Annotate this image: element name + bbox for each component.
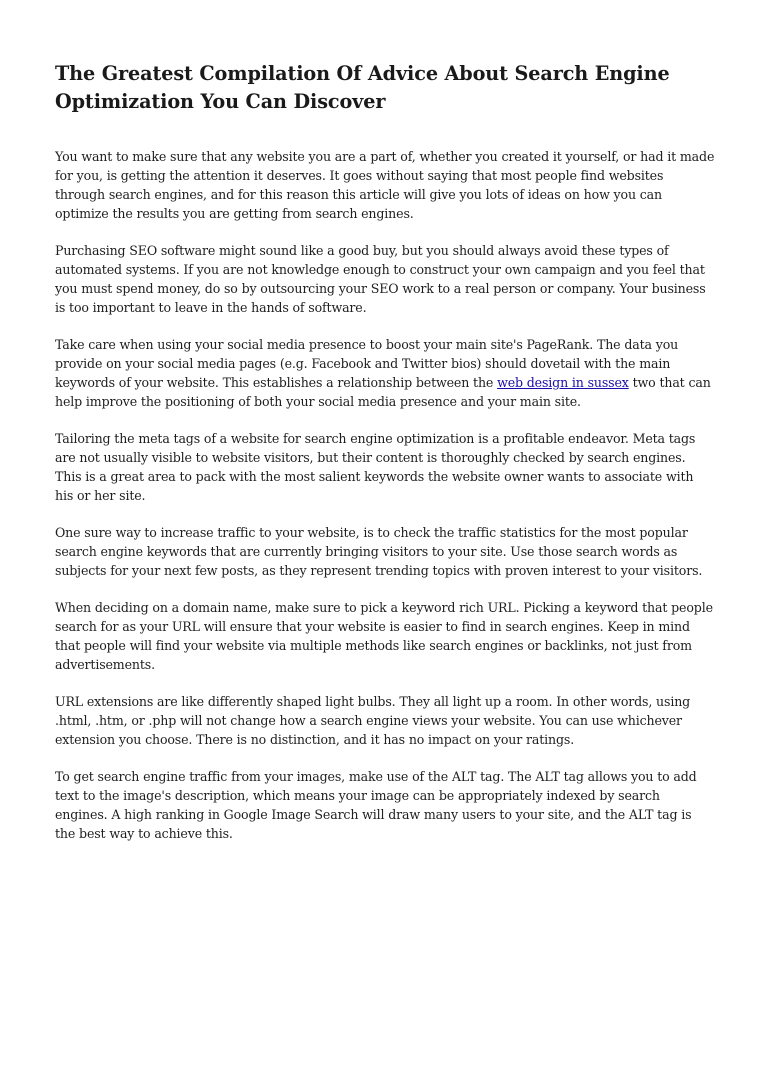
document-page — [55, 60, 715, 861]
paragraph-url-extensions: URL extensions are like differently shaped light bulbs. They all light up a room. In other words, using .html, .htm, or .php will not change how a search engine views your website. You can use whichever extension you choose. There is no distinction, and it has no impact on your ratings. — [55, 694, 691, 747]
paragraph-meta-tags: Tailoring the meta tags of a website for search engine optimization is a profitable endeavor. Meta tags are not usually visible to website visitors, but their content is thoroughly checked by search engines. This is a great area to pack with the most salient keywords the website owner wants to associate with his or her site. — [55, 431, 696, 503]
paragraph-traffic-statistics: One sure way to increase traffic to your website, is to check the traffic statistics for the most popular search engine keywords that are currently bringing visitors to your site. Use those search words as subjects for your next few posts, as they represent trending topics with proven interest to your visitors. — [55, 525, 703, 578]
paragraph-social-media-text-after: two that can help improve the positioning of both your social media presence and your main site. — [55, 375, 711, 409]
paragraph-alt-tag: To get search engine traffic from your images, make use of the ALT tag. The ALT tag allows you to add text to the image's description, which means your image can be appropriately indexed by search engines. A high ranking in Google Image Search will draw many users to your site, and the ALT tag is the best way to achieve this. — [55, 769, 697, 841]
paragraph-seo-software: Purchasing SEO software might sound like a good buy, but you should always avoid these types of automated systems. If you are not knowledge enough to construct your own campaign and you feel that you must spend money, do so by outsourcing your SEO work to a real person or company. Your business is too important to leave in the hands of software. — [55, 243, 706, 315]
paragraph-social-media — [55, 335, 715, 411]
paragraph-intro: You want to make sure that any website you are a part of, whether you created it yourself, or had it made for you, is getting the attention it deserves. It goes without saying that most people find websites through search engines, and for this reason this article will give you lots of ideas on how you can optimize the results you are getting from search engines. — [55, 149, 715, 221]
paragraph-social-media-text-before: Take care when using your social media presence to boost your main site's PageRank. The data you provide on your social media pages (e.g. Facebook and Twitter bios) should dovetail with the main keywords of your website. This establishes a relationship between the — [55, 337, 679, 390]
document-title: The Greatest Compilation Of Advice About Search Engine Optimization You Can Discover — [55, 62, 670, 113]
paragraph-domain-name: When deciding on a domain name, make sure to pick a keyword rich URL. Picking a keyword that people search for as your URL will ensure that your website is easier to find in search engines. Keep in mind that people will find your website via multiple methods like search engines or backlinks, not just from advertisements. — [55, 600, 713, 672]
web-design-link[interactable]: web design in sussex — [497, 375, 629, 390]
